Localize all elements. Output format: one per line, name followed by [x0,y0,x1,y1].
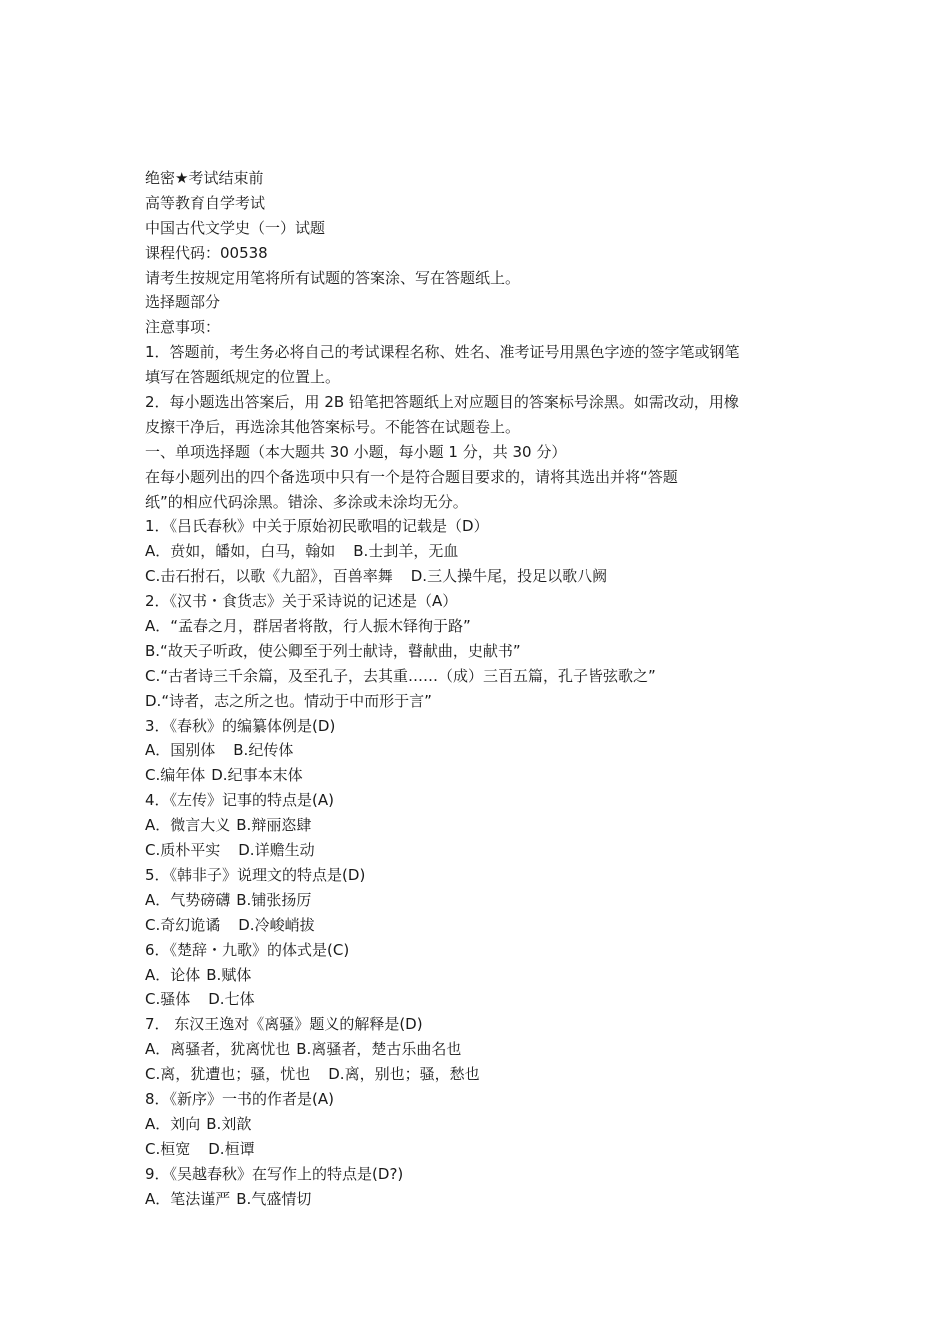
option-b: B.气盛情切 [236,1189,312,1208]
question-5-stem: 5．《韩非子》说理文的特点是(D) [145,865,366,884]
option-a: A．微言大义 [145,816,231,835]
question-1-options-cd [145,564,810,589]
question-3-options-ab [145,738,810,763]
option-c: C.奇幻诡谲 [145,915,221,934]
question-7-options-ab [145,1037,810,1062]
question-8-options-cd [145,1137,810,1162]
exam-document [145,166,810,1211]
note-2-line-2: 皮擦干净后，再选涂其他答案标号。不能答在试题卷上。 [145,417,521,436]
question-4-stem: 4．《左传》记事的特点是(A) [145,791,335,810]
note-1-line-1: 1．答题前，考生务必将自己的考试课程名称、姓名、准考证号用黑色字迹的签字笔或钢笔 [145,343,740,362]
option-b: B.离骚者，楚古乐曲名也 [296,1040,462,1059]
question-8-options-ab [145,1112,810,1137]
question-1-stem: 1．《吕氏春秋》中关于原始初民歌唱的记载是（D） [145,517,489,536]
option-b: B.士刲羊，无血 [353,542,459,561]
question-6-stem: 6．《楚辞・九歌》的体式是(C) [145,940,350,959]
option-b: B.刘歆 [206,1114,252,1133]
option-d: D.纪事本末体 [211,766,303,785]
question-7-options-cd [145,1062,810,1087]
question-4-options-ab [145,813,810,838]
secret-label: 绝密★考试结束前 [145,169,264,187]
note-1-line-2: 填写在答题纸规定的位置上。 [145,368,341,387]
option-c: C.骚体 [145,990,191,1009]
option-d: D.离，别也；骚，愁也 [328,1065,480,1084]
question-9-options-ab [145,1187,810,1212]
option-b: B.铺张扬厉 [236,890,312,909]
question-8-stem: 8．《新序》一书的作者是(A) [145,1089,335,1108]
option-c: C.桓宽 [145,1139,191,1158]
option-d: D.冷峻峭拔 [238,915,315,934]
option-b: B.“故天子听政，使公卿至于列士献诗，瞽献曲，史献书” [145,641,521,660]
option-a: A．刘向 [145,1114,201,1133]
option-c: C.“古者诗三千余篇，及至孔子，去其重……（成）三百五篇，孔子皆弦歌之” [145,666,656,685]
question-6-options-ab [145,963,810,988]
option-c: C.击石拊石，以歌《九韶》，百兽率舞 [145,567,393,586]
part-title: 选择题部分 [145,293,221,312]
question-2-stem: 2．《汉书・食货志》关于采诗说的记述是（A） [145,592,458,611]
option-c: C.离，犹遭也；骚，忧也 [145,1065,311,1084]
option-b: B.辩丽恣肆 [236,816,312,835]
instruction: 请考生按规定用笔将所有试题的答案涂、写在答题纸上。 [145,268,521,287]
exam-name: 高等教育自学考试 [145,193,266,212]
question-5-options-cd [145,913,810,938]
option-a: A．贲如，皤如，白马，翰如 [145,542,336,561]
option-a: A．离骚者，犹离忧也 [145,1040,291,1059]
option-a: A．笔法谨严 [145,1189,231,1208]
option-a: A．气势磅礴 [145,890,231,909]
note-2-line-1: 2．每小题选出答案后，用 2B 铅笔把答题纸上对应题目的答案标号涂黑。如需改动，用橡 [145,393,739,412]
option-c: C.编年体 [145,766,206,785]
option-a: A．论体 [145,965,201,984]
section-desc-1: 在每小题列出的四个备选项中只有一个是符合题目要求的，请将其选出并将“答题 [145,467,678,486]
question-9-stem: 9．《吴越春秋》在写作上的特点是(D?) [145,1164,404,1183]
question-7-stem: 7． 东汉王逸对《离骚》题义的解释是(D) [145,1015,423,1034]
question-3-stem: 3．《春秋》的编纂体例是(D) [145,716,336,735]
option-a: A．“孟春之月，群居者将散，行人振木铎徇于路” [145,617,471,636]
option-d: D.“诗者，志之所之也。情动于中而形于言” [145,691,432,710]
section-desc-2: 纸”的相应代码涂黑。错涂、多涂或未涂均无分。 [145,492,468,511]
option-d: D.详赡生动 [238,841,315,860]
option-b: B.赋体 [206,965,252,984]
option-d: D.桓谭 [208,1139,255,1158]
option-b: B.纪传体 [233,741,294,760]
question-6-options-cd [145,987,810,1012]
course-code: 课程代码：00538 [145,243,268,262]
option-a: A．国别体 [145,741,216,760]
option-c: C.质朴平实 [145,841,221,860]
question-1-options-ab [145,539,810,564]
subject-title: 中国古代文学史（一）试题 [145,218,326,237]
question-3-options-cd [145,763,810,788]
notes-title: 注意事项： [145,318,221,337]
question-4-options-cd [145,838,810,863]
section-title: 一、单项选择题（本大题共 30 小题，每小题 1 分，共 30 分） [145,442,567,461]
question-5-options-ab [145,888,810,913]
option-d: D.三人操牛尾，投足以歌八阙 [410,567,608,586]
option-d: D.七体 [208,990,255,1009]
